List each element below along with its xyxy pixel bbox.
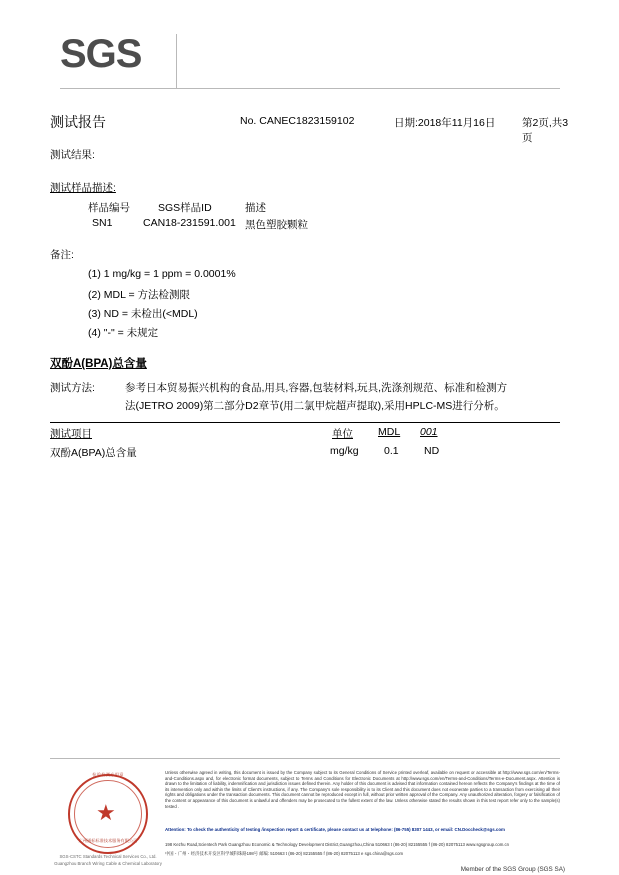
method-text-line-2: 法(JETRO 2009)第二部分D2章节(用二氯甲烷超声提取),采用HPLC-MS进行分析。	[125, 400, 505, 412]
result-header-item: 测试项目	[50, 428, 92, 440]
result-row-mdl: 0.1	[384, 445, 399, 457]
sample-row-desc: 黑色塑胶颗粒	[245, 219, 308, 231]
result-row-item: 双酚A(BPA)总含量	[50, 447, 137, 459]
report-number: No. CANEC1823159102	[240, 115, 355, 127]
sgs-logo	[60, 34, 180, 84]
note-item: (3) ND = 未检出(<MDL)	[88, 308, 198, 320]
sample-row-no: SN1	[92, 217, 113, 229]
seal-caption-line-1: SGS-CSTC Standards Technical Services Co., Ltd.	[59, 854, 157, 859]
sample-row-id: CAN18-231591.001	[143, 217, 236, 229]
sample-table-header-id: SGS样品ID	[158, 202, 212, 214]
page-indicator: 第2页,共3页	[522, 117, 569, 144]
sgs-wordmark: SGS	[60, 32, 142, 76]
result-header-mdl: MDL	[378, 426, 401, 438]
result-row-value: ND	[424, 445, 440, 457]
address-english: 198 Kezhu Road,Scientech Park Guangzhou Economic & Technology Development District,Guangzhou,China 510663 t (86-20) 82155555 f (86-20) 82075113 www.sgsgroup.com.cn	[165, 842, 510, 847]
logo-divider-tick	[176, 34, 177, 88]
report-date: 日期:2018年11月16日	[394, 117, 496, 129]
footer-rule	[50, 758, 560, 759]
sample-description-label: 测试样品描述:	[50, 182, 116, 194]
sample-table-header-desc: 描述	[245, 202, 266, 214]
note-item: (1) 1 mg/kg = 1 ppm = 0.0001%	[88, 268, 236, 280]
seal-bottom-text: 广州通标标准技术服务有限公司	[78, 838, 138, 843]
header-rule	[60, 88, 560, 89]
address-chinese: 中国・广州・经济技术开发区科学城科珠路198号 邮编: 510663 t (86-20) 82155555 f (86-20) 82075113 e sgs.china@sgs.com	[165, 851, 404, 856]
note-item: (4) "-" = 未规定	[88, 327, 159, 339]
member-of-sgs-group: Member of the SGS Group (SGS SA)	[460, 866, 565, 873]
result-header-unit: 单位	[332, 428, 353, 440]
star-icon: ★	[96, 800, 116, 825]
seal-top-text: 检验检测专用章	[92, 772, 124, 777]
results-label: 测试结果:	[50, 149, 95, 161]
seal-caption-line-2: Guangzhou Branch Wiring Cable & Chemical Laboratory	[54, 861, 162, 866]
method-label: 测试方法:	[50, 382, 95, 394]
company-seal	[54, 772, 162, 866]
section-title-bpa: 双酚A(BPA)总含量	[50, 358, 147, 370]
result-row-unit: mg/kg	[330, 445, 359, 457]
page-title: 测试报告	[50, 114, 106, 130]
result-header-sample-001: 001	[420, 426, 438, 438]
attention-notice[interactable]: Attention: To check the authenticity of testing /inspection report & certificate, please contact us at telephone: (86-755) 8307 1443, or email: CN.Doccheck@sgs.com	[165, 827, 505, 832]
legal-disclaimer: Unless otherwise agreed in writing, this document is issued by the Company subject to its General Conditions of Service printed overleaf, available on request or accessible at http://www.sgs.com/en/Terms-and-Conditions.aspx and, for electronic format documents, subject to Terms and Conditions for Electronic Documents at http://www.sgs.com/en/Terms-and-Conditions/Terms-e-Document.aspx. Attention is drawn to the limitation of liability, indemnification and jurisdiction issues defined therein. Any holder of this document is advised that information contained hereon reflects the Company's findings at the time of its intervention only and within the limits of Client's instructions, if any. The Company's sole responsibility is to its Client and this document does not exonerate parties to a transaction from exercising all their rights and obligations under the transaction documents. This document cannot be reproduced except in full, without prior written approval of the Company. Any unauthorized alteration, forgery or falsification of the content or appearance of this document is unlawful and offenders may be prosecuted to the fullest extent of the law. Unless otherwise stated the results shown in this test report refer only to the sample(s) tested .	[165, 770, 560, 809]
result-table-rule	[50, 422, 560, 423]
title-row	[50, 112, 570, 144]
note-item: (2) MDL = 方法检测限	[88, 289, 190, 301]
sample-table-header-no: 样品编号	[88, 202, 130, 214]
remark-label: 备注:	[50, 249, 74, 261]
method-text-line-1: 参考日本贸易振兴机构的食品,用具,容器,包装材料,玩具,洗涤剂规范、标准和检测方	[125, 382, 508, 394]
